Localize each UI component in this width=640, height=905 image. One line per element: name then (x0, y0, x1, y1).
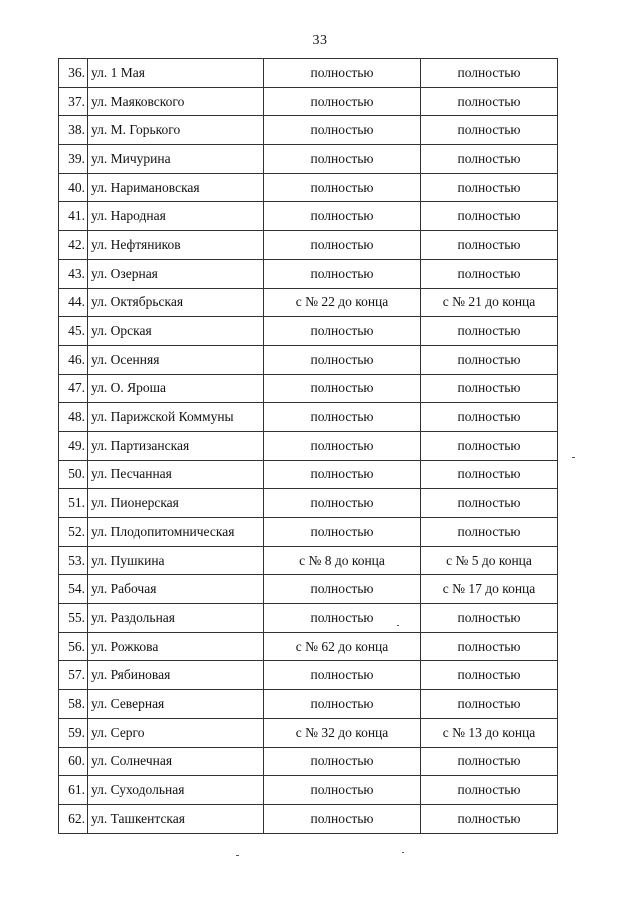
table-row (59, 145, 558, 174)
range-cell-b: полностью (421, 632, 558, 661)
row-number-cell: 40. (59, 173, 88, 202)
street-name-cell: ул. Октябрьская (88, 288, 264, 317)
range-cell-a: полностью (264, 202, 421, 231)
street-name-cell: ул. М. Горького (88, 116, 264, 145)
range-cell-a: полностью (264, 690, 421, 719)
street-name-cell: ул. Солнечная (88, 747, 264, 776)
street-name-cell: ул. О. Яроша (88, 374, 264, 403)
table-row (59, 259, 558, 288)
row-number-cell: 50. (59, 460, 88, 489)
range-cell-b: полностью (421, 403, 558, 432)
range-cell-b: с № 17 до конца (421, 575, 558, 604)
range-cell-a: с № 32 до конца (264, 718, 421, 747)
table-row (59, 87, 558, 116)
table-row (59, 345, 558, 374)
row-number-cell: 62. (59, 804, 88, 833)
range-cell-b: с № 13 до конца (421, 718, 558, 747)
range-cell-b: полностью (421, 173, 558, 202)
row-number-cell: 41. (59, 202, 88, 231)
range-cell-a: полностью (264, 317, 421, 346)
range-cell-b: полностью (421, 345, 558, 374)
street-name-cell: ул. Суходольная (88, 776, 264, 805)
range-cell-a: полностью (264, 661, 421, 690)
table-row (59, 690, 558, 719)
street-name-cell: ул. Рябиновая (88, 661, 264, 690)
range-cell-b: полностью (421, 231, 558, 260)
row-number-cell: 48. (59, 403, 88, 432)
range-cell-a: полностью (264, 116, 421, 145)
table-row (59, 546, 558, 575)
scan-mark (572, 457, 575, 458)
row-number-cell: 52. (59, 518, 88, 547)
table-row (59, 604, 558, 633)
row-number-cell: 51. (59, 489, 88, 518)
row-number-cell: 57. (59, 661, 88, 690)
row-number-cell: 61. (59, 776, 88, 805)
street-name-cell: ул. Северная (88, 690, 264, 719)
street-name-cell: ул. Серго (88, 718, 264, 747)
range-cell-b: полностью (421, 690, 558, 719)
range-cell-a: полностью (264, 776, 421, 805)
table-row (59, 489, 558, 518)
street-name-cell: ул. Маяковского (88, 87, 264, 116)
range-cell-b: с № 5 до конца (421, 546, 558, 575)
street-name-cell: ул. Пушкина (88, 546, 264, 575)
row-number-cell: 49. (59, 431, 88, 460)
row-number-cell: 36. (59, 59, 88, 88)
range-cell-b: полностью (421, 116, 558, 145)
range-cell-b: полностью (421, 518, 558, 547)
street-name-cell: ул. Наримановская (88, 173, 264, 202)
range-cell-a: с № 62 до конца (264, 632, 421, 661)
range-cell-b: полностью (421, 259, 558, 288)
table-row (59, 776, 558, 805)
range-cell-a: полностью (264, 259, 421, 288)
row-number-cell: 44. (59, 288, 88, 317)
range-cell-b: полностью (421, 317, 558, 346)
row-number-cell: 45. (59, 317, 88, 346)
street-name-cell: ул. Озерная (88, 259, 264, 288)
table-row (59, 116, 558, 145)
row-number-cell: 56. (59, 632, 88, 661)
table-row (59, 460, 558, 489)
table-row (59, 747, 558, 776)
range-cell-b: полностью (421, 87, 558, 116)
street-name-cell: ул. Рабочая (88, 575, 264, 604)
range-cell-a: полностью (264, 747, 421, 776)
scan-mark (402, 852, 404, 853)
street-name-cell: ул. Осенняя (88, 345, 264, 374)
range-cell-a: с № 22 до конца (264, 288, 421, 317)
range-cell-a: полностью (264, 431, 421, 460)
range-cell-a: полностью (264, 804, 421, 833)
range-cell-b: полностью (421, 202, 558, 231)
range-cell-b: полностью (421, 460, 558, 489)
table-row (59, 202, 558, 231)
range-cell-a: полностью (264, 374, 421, 403)
row-number-cell: 39. (59, 145, 88, 174)
table-row (59, 288, 558, 317)
street-name-cell: ул. Пионерская (88, 489, 264, 518)
street-name-cell: ул. Народная (88, 202, 264, 231)
scan-mark (236, 855, 239, 856)
table-row (59, 575, 558, 604)
streets-table (58, 58, 558, 834)
table-row (59, 718, 558, 747)
row-number-cell: 42. (59, 231, 88, 260)
street-name-cell: ул. Партизанская (88, 431, 264, 460)
table-row (59, 403, 558, 432)
range-cell-b: полностью (421, 431, 558, 460)
table-row (59, 632, 558, 661)
range-cell-b: полностью (421, 661, 558, 690)
table-row (59, 518, 558, 547)
range-cell-b: полностью (421, 747, 558, 776)
street-name-cell: ул. Нефтяников (88, 231, 264, 260)
street-name-cell: ул. Орская (88, 317, 264, 346)
row-number-cell: 54. (59, 575, 88, 604)
range-cell-b: полностью (421, 804, 558, 833)
range-cell-b: полностью (421, 776, 558, 805)
table-row (59, 431, 558, 460)
range-cell-a: с № 8 до конца (264, 546, 421, 575)
street-name-cell: ул. Рожкова (88, 632, 264, 661)
range-cell-b: полностью (421, 374, 558, 403)
range-cell-b: полностью (421, 145, 558, 174)
table-row (59, 374, 558, 403)
table-row (59, 317, 558, 346)
row-number-cell: 46. (59, 345, 88, 374)
range-cell-b: полностью (421, 489, 558, 518)
range-cell-a: полностью (264, 460, 421, 489)
row-number-cell: 37. (59, 87, 88, 116)
range-cell-a: полностью (264, 59, 421, 88)
range-cell-a: полностью (264, 87, 421, 116)
range-cell-b: полностью (421, 604, 558, 633)
row-number-cell: 60. (59, 747, 88, 776)
table-row (59, 231, 558, 260)
streets-table-body (59, 59, 558, 834)
range-cell-a: полностью (264, 489, 421, 518)
table-row (59, 661, 558, 690)
row-number-cell: 38. (59, 116, 88, 145)
street-name-cell: ул. Парижской Коммуны (88, 403, 264, 432)
range-cell-a: полностью (264, 604, 421, 633)
table-row (59, 804, 558, 833)
table-row (59, 59, 558, 88)
range-cell-a: полностью (264, 575, 421, 604)
row-number-cell: 58. (59, 690, 88, 719)
range-cell-a: полностью (264, 345, 421, 374)
row-number-cell: 53. (59, 546, 88, 575)
range-cell-a: полностью (264, 518, 421, 547)
street-name-cell: ул. Мичурина (88, 145, 264, 174)
range-cell-a: полностью (264, 231, 421, 260)
street-name-cell: ул. Песчанная (88, 460, 264, 489)
page-number: 33 (312, 33, 328, 48)
street-name-cell: ул. Ташкентская (88, 804, 264, 833)
row-number-cell: 43. (59, 259, 88, 288)
range-cell-a: полностью (264, 145, 421, 174)
street-name-cell: ул. Раздольная (88, 604, 264, 633)
row-number-cell: 47. (59, 374, 88, 403)
street-name-cell: ул. 1 Мая (88, 59, 264, 88)
table-row (59, 173, 558, 202)
row-number-cell: 55. (59, 604, 88, 633)
row-number-cell: 59. (59, 718, 88, 747)
range-cell-a: полностью (264, 173, 421, 202)
scan-mark (397, 625, 399, 626)
range-cell-b: с № 21 до конца (421, 288, 558, 317)
range-cell-b: полностью (421, 59, 558, 88)
street-name-cell: ул. Плодопитомническая (88, 518, 264, 547)
range-cell-a: полностью (264, 403, 421, 432)
